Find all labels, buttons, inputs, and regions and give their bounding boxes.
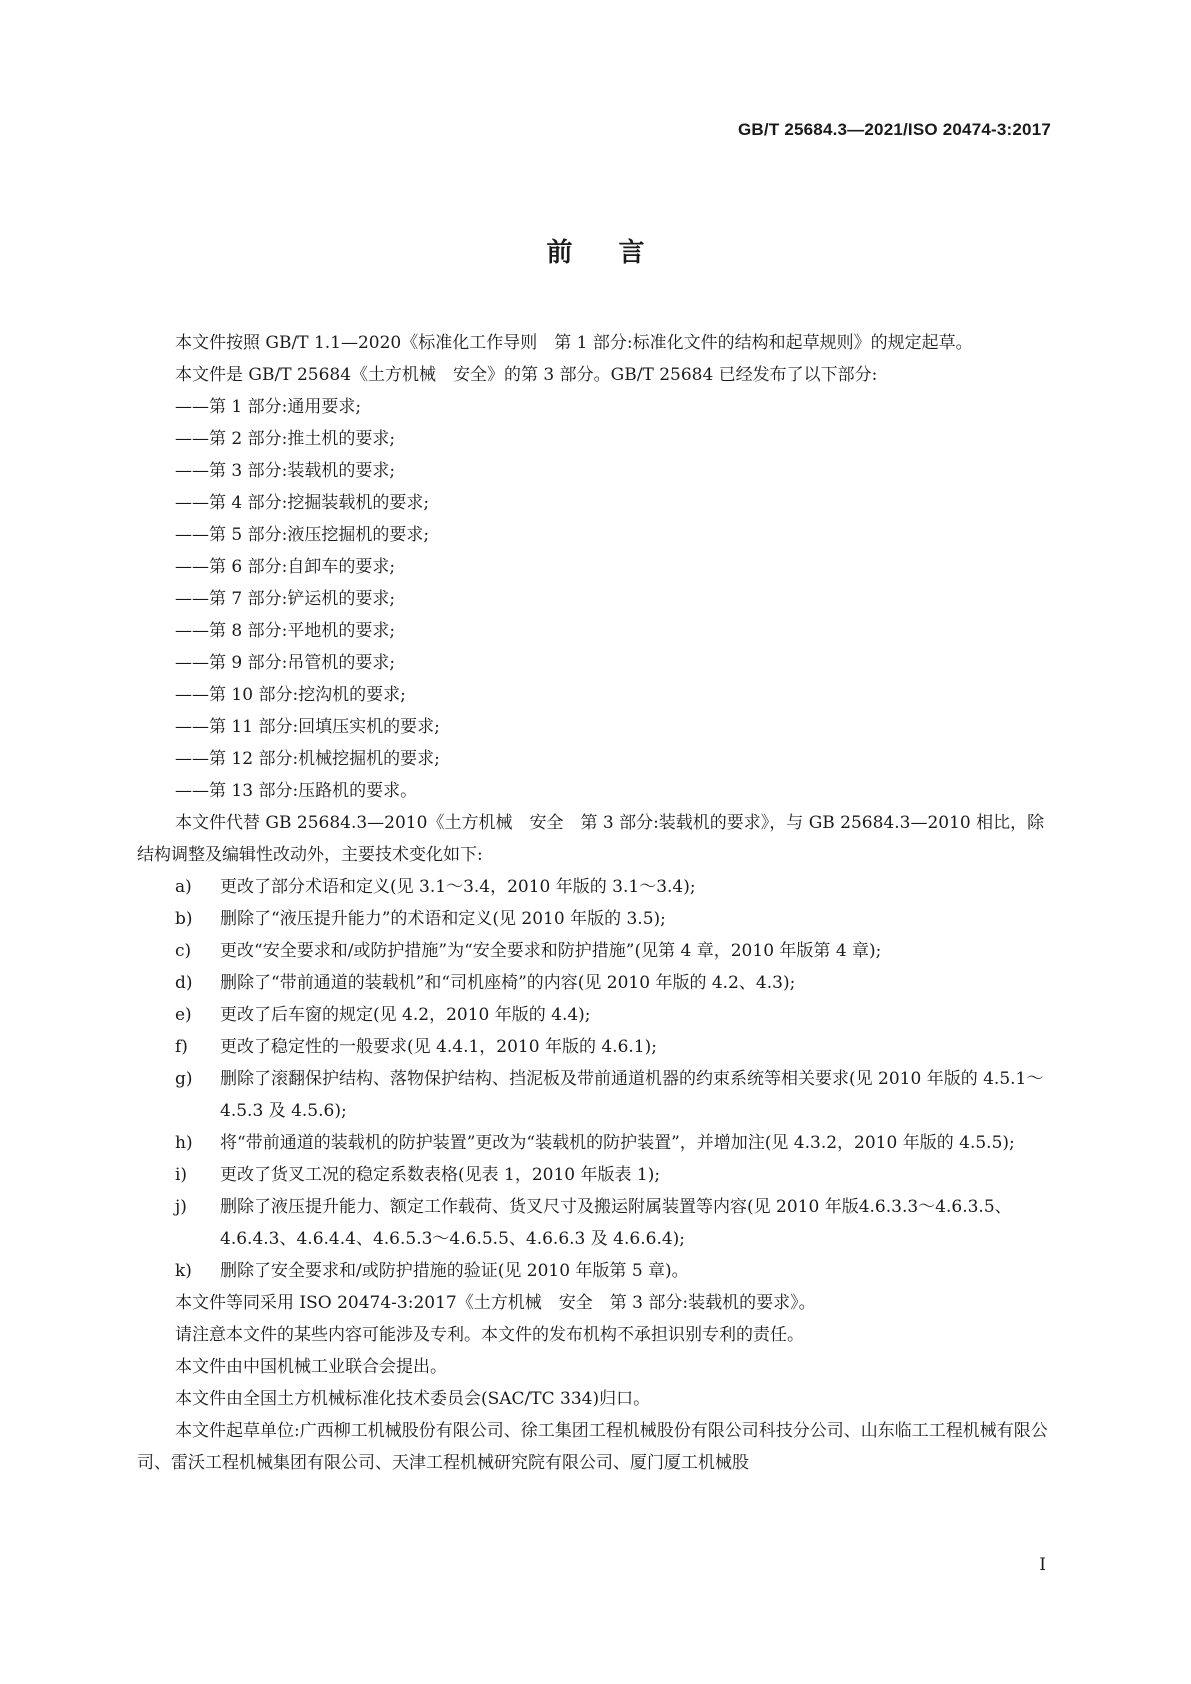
change-label: a) [175, 877, 192, 897]
change-label: d) [175, 973, 193, 993]
part-item: ——第 12 部分:机械挖掘机的要求; [175, 749, 440, 769]
change-text: 删除了“带前通道的装载机”和“司机座椅”的内容(见 2010 年版的 4.2、4.3); [220, 973, 796, 993]
change-label: e) [175, 1005, 192, 1025]
replacement-paragraph: 本文件代替 GB 25684.3—2010《土方机械 安全 第 3 部分:装载机的要求》，与 GB 25684.3—2010 相比，除结构调整及编辑性改动外，主要技术变化如下: [137, 813, 1045, 865]
change-label: i) [175, 1165, 188, 1185]
change-item [137, 1127, 1057, 1159]
drafting-units-paragraph: 本文件起草单位:广西柳工机械股份有限公司、徐工集团工程机械股份有限公司科技分公司、山东临工工程机械有限公司、雷沃工程机械集团有限公司、天津工程机械研究院有限公司、厦门厦工机械股 [137, 1421, 1048, 1473]
change-text: 更改了货叉工况的稳定系数表格(见表 1，2010 年版表 1); [220, 1165, 661, 1185]
standard-code-header: GB/T 25684.3—2021/ISO 20474-3:2017 [738, 120, 1051, 139]
patent-notice-paragraph: 请注意本文件的某些内容可能涉及专利。本文件的发布机构不承担识别专利的责任。 [175, 1325, 804, 1345]
part-item: ——第 7 部分:铲运机的要求; [175, 589, 396, 609]
part-item: ——第 8 部分:平地机的要求; [175, 621, 396, 641]
change-label: c) [175, 941, 192, 961]
changes-list [137, 871, 1057, 1287]
change-item [137, 1255, 1057, 1287]
change-label: b) [175, 909, 193, 929]
part-item: ——第 13 部分:压路机的要求。 [175, 781, 418, 801]
change-text: 将“带前通道的装载机的防护装置”更改为“装载机的防护装置”，并增加注(见 4.3.2，2010 年版的 4.5.5); [220, 1133, 1015, 1153]
page-number: I [1039, 1555, 1046, 1575]
drafting-rules-paragraph: 本文件按照 GB/T 1.1—2020《标准化工作导则 第 1 部分:标准化文件的结构和起草规则》的规定起草。 [175, 333, 973, 353]
change-item [137, 1191, 1057, 1255]
part-item: ——第 11 部分:回填压实机的要求; [175, 717, 440, 737]
change-item [137, 967, 1057, 999]
part-item: ——第 6 部分:自卸车的要求; [175, 557, 396, 577]
change-text: 删除了“液压提升能力”的术语和定义(见 2010 年版的 3.5); [220, 909, 666, 929]
part-item: ——第 2 部分:推土机的要求; [175, 429, 396, 449]
part-item: ——第 10 部分:挖沟机的要求; [175, 685, 406, 705]
change-item [137, 1159, 1057, 1191]
adoption-paragraph: 本文件等同采用 ISO 20474-3:2017《土方机械 安全 第 3 部分:装载机的要求》。 [175, 1293, 816, 1313]
page-title: 前言 [546, 238, 691, 268]
change-item [137, 935, 1057, 967]
change-item [137, 1063, 1057, 1127]
series-intro-paragraph: 本文件是 GB/T 25684《土方机械 安全》的第 3 部分。GB/T 25684 已经发布了以下部分: [175, 365, 878, 385]
part-item: ——第 1 部分:通用要求; [175, 397, 362, 417]
change-label: g) [175, 1069, 193, 1089]
change-text: 删除了液压提升能力、额定工作载荷、货叉尺寸及搬运附属装置等内容(见 2010 年版4.6.3.3～4.6.3.5、4.6.4.3、4.6.4.4、4.6.5.3～4.6.5.5、4.6.6.3 及 4.6.6.4); [220, 1197, 1012, 1249]
change-label: j) [175, 1197, 187, 1217]
change-text: 更改了后车窗的规定(见 4.2，2010 年版的 4.4); [220, 1005, 591, 1025]
part-item: ——第 3 部分:装载机的要求; [175, 461, 396, 481]
change-item [137, 1031, 1057, 1063]
part-item: ——第 4 部分:挖掘装载机的要求; [175, 493, 430, 513]
change-text: 删除了滚翻保护结构、落物保护结构、挡泥板及带前通道机器的约束系统等相关要求(见 2010 年版的 4.5.1～4.5.3 及 4.5.6); [220, 1069, 1044, 1121]
committee-paragraph: 本文件由全国土方机械标准化技术委员会(SAC/TC 334)归口。 [175, 1389, 651, 1409]
change-item [137, 999, 1057, 1031]
part-item: ——第 9 部分:吊管机的要求; [175, 653, 396, 673]
foreword-body [137, 327, 1057, 1479]
part-item: ——第 5 部分:液压挖掘机的要求; [175, 525, 430, 545]
change-label: f) [175, 1037, 188, 1057]
change-item [137, 871, 1057, 903]
parts-list [137, 391, 1057, 807]
change-text: 更改了部分术语和定义(见 3.1～3.4，2010 年版的 3.1～3.4); [220, 877, 696, 897]
change-label: k) [175, 1261, 192, 1281]
change-text: 删除了安全要求和/或防护措施的验证(见 2010 年版第 5 章)。 [220, 1261, 689, 1281]
proposer-paragraph: 本文件由中国机械工业联合会提出。 [175, 1357, 447, 1377]
change-text: 更改“安全要求和/或防护措施”为“安全要求和防护措施”(见第 4 章，2010 年版第 4 章); [220, 941, 882, 961]
change-text: 更改了稳定性的一般要求(见 4.4.1，2010 年版的 4.6.1); [220, 1037, 657, 1057]
change-item [137, 903, 1057, 935]
change-label: h) [175, 1133, 193, 1153]
